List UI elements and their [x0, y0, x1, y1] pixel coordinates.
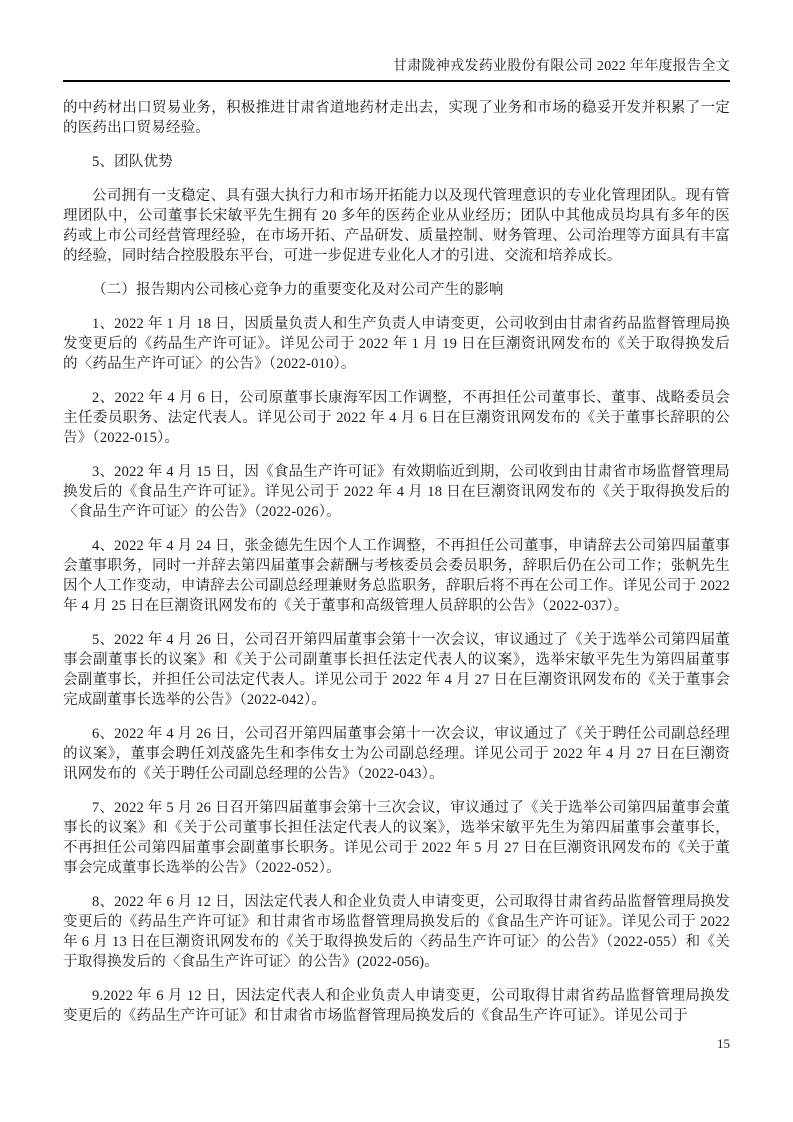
section-heading: （二）报告期内公司核心竞争力的重要变化及对公司产生的影响 [92, 282, 504, 298]
report-header-title: 甘肃陇神戎发药业股份有限公司 2022 年年度报告全文 [63, 58, 730, 82]
section-heading: 5、团队优势 [92, 154, 173, 170]
paragraph: 9.2022 年 6 月 12 日，因法定代表人和企业负责人申请变更，公司取得甘肃省药品监督管理局换发变更后的《药品生产许可证》和甘肃省市场监督管理局换发后的《食品生产许可证》。详见公司于 [63, 988, 730, 1024]
paragraph: 5、2022 年 4 月 26 日，公司召开第四届董事会第十一次会议，审议通过了《关于选举公司第四届董事会副董事长的议案》和《关于公司副董事长担任法定代表人的议案》，选举宋敏平先生为第四届董事会副董事长，并担任公司法定代表人。详见公司于 2022 年 4 月 27 日在巨潮资讯网发布的《关于董事会完成副董事长选举的公告》（2022-042）。 [63, 632, 730, 708]
paragraph: 7、2022 年 5 月 26 日召开第四届董事会第十三次会议，审议通过了《关于选举公司第四届董事会董事长的议案》和《关于公司董事长担任法定代表人的议案》，选举宋敏平先生为第四届董事会董事长，不再担任公司第四届董事会副董事长职务。详见公司于 2022 年 5 月 27 日在巨潮资讯网发布的《关于董事会完成董事长选举的公告》（2022-052）。 [63, 800, 730, 876]
page-number: 15 [717, 1036, 730, 1051]
paragraph: 8、2022 年 6 月 12 日，因法定代表人和企业负责人申请变更，公司取得甘肃省药品监督管理局换发变更后的《药品生产许可证》和甘肃省市场监督管理局换发后的《食品生产许可证》。详见公司于 2022 年 6 月 13 日在巨潮资讯网发布的《关于取得换发后的〈药品生产许可证〉的公告》（2022-055）和《关于取得换发后的〈食品生产许可证〉的公告》(2022-056)。 [63, 894, 730, 970]
paragraph: 3、2022 年 4 月 15 日，因《食品生产许可证》有效期临近到期，公司收到由甘肃省市场监督管理局换发后的《食品生产许可证》。详见公司于 2022 年 4 月 18 日在巨潮资讯网发布的《关于取得换发后的〈食品生产许可证〉的公告》（2022-026）。 [63, 464, 730, 520]
paragraph: 1、2022 年 1 月 18 日，因质量负责人和生产负责人申请变更，公司收到由甘肃省药品监督管理局换发变更后的《药品生产许可证》。详见公司于 2022 年 1 月 19 日在巨潮资讯网发布的《关于取得换发后的〈药品生产许可证〉的公告》（2022-010）。 [63, 316, 730, 372]
paragraph: 4、2022 年 4 月 24 日，张金德先生因个人工作调整，不再担任公司董事，申请辞去公司第四届董事会董事职务，同时一并辞去第四届董事会薪酬与考核委员会委员职务，辞职后仍在公司工作；张帆先生因个人工作变动，申请辞去公司副总经理兼财务总监职务，辞职后将不再在公司工作。详见公司于 2022 年 4 月 25 日在巨潮资讯网发布的《关于董事和高级管理人员辞职的公告》（2022-037）。 [63, 538, 730, 614]
document-body [63, 98, 730, 1026]
paragraph: 的中药材出口贸易业务，积极推进甘肃省道地药材走出去，实现了业务和市场的稳妥开发并积累了一定的医药出口贸易经验。 [63, 100, 730, 136]
paragraph: 2、2022 年 4 月 6 日，公司原董事长康海军因工作调整，不再担任公司董事长、董事、战略委员会主任委员职务、法定代表人。详见公司于 2022 年 4 月 6 日在巨潮资讯网发布的《关于董事长辞职的公告》（2022-015）。 [63, 390, 730, 446]
paragraph: 公司拥有一支稳定、具有强大执行力和市场开拓能力以及现代管理意识的专业化管理团队。现有管理团队中，公司董事长宋敏平先生拥有 20 多年的医药企业从业经历；团队中其他成员均具有多年的医药或上市公司经营管理经验，在市场开拓、产品研发、质量控制、财务管理、公司治理等方面具有丰富的经验，同时结合控股股东平台，可进一步促进专业化人才的引进、交流和培养成长。 [63, 188, 730, 264]
paragraph: 6、2022 年 4 月 26 日，公司召开第四届董事会第十一次会议，审议通过了《关于聘任公司副总经理的议案》，董事会聘任刘茂盛先生和李伟女士为公司副总经理。详见公司于 2022 年 4 月 27 日在巨潮资讯网发布的《关于聘任公司副总经理的公告》（2022-043）。 [63, 726, 730, 782]
